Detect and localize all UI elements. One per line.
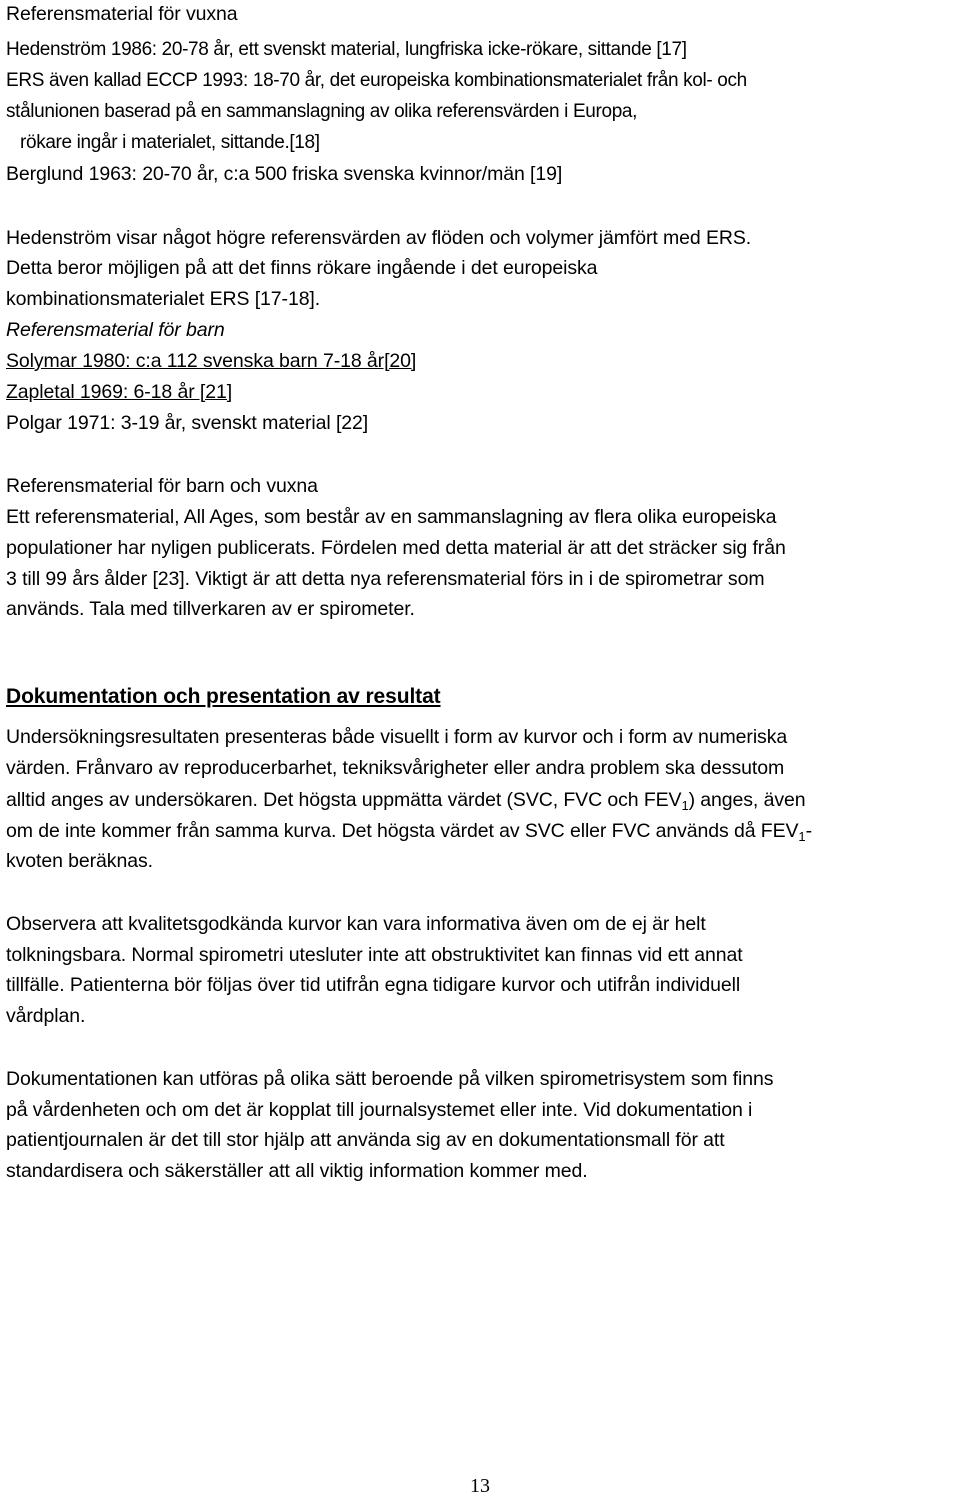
children-heading: Referensmaterial för barn <box>6 319 225 341</box>
all-ages-line-1: Ett referensmaterial, All Ages, som består av en sammanslagning av flera olika europeiska <box>6 506 777 528</box>
comparison-line-1: Hedenström visar något högre referensvärden av flöden och volymer jämfört med ERS. <box>6 227 752 249</box>
documentation-p1-line-1: Undersökningsresultaten presenteras både visuellt i form av kurvor och i form av numeriska <box>6 726 788 748</box>
fev-subscript: 1 <box>798 829 806 844</box>
all-ages-line-3: 3 till 99 års ålder [23]. Viktigt är att detta nya referensmaterial förs in i de spirometrar som <box>6 568 765 590</box>
fev-subscript: 1 <box>681 798 689 813</box>
page-number: 13 <box>470 1475 490 1497</box>
reference-item-ers-continued-2: rökare ingår i materialet, sittande.[18] <box>20 132 320 153</box>
p1-line4-end: - <box>805 820 812 842</box>
reference-item-ers: ERS även kallad ECCP 1993: 18-70 år, det europeiska kombinationsmaterialet från kol- och <box>6 70 747 91</box>
documentation-p1-line-2: värden. Frånvaro av reproducerbarhet, tekniksvårigheter eller andra problem ska dessutom <box>6 757 785 779</box>
section-heading: Dokumentation och presentation av resultat <box>6 685 441 708</box>
documentation-p3-line-1: Dokumentationen kan utföras på olika sätt beroende på vilken spirometrisystem som finns <box>6 1068 774 1090</box>
comparison-line-3: kombinationsmaterialet ERS [17-18]. <box>6 288 321 310</box>
reference-item-solymar: Solymar 1980: c:a 112 svenska barn 7-18 år[20] <box>6 350 417 372</box>
all-ages-line-2: populationer har nyligen publicerats. Fördelen med detta material är att det sträcker sig från <box>6 537 786 559</box>
p1-line4-text: om de inte kommer från samma kurva. Det högsta värdet av SVC eller FVC används då FEV <box>6 820 799 842</box>
reference-item-zapletal: Zapletal 1969: 6-18 år [21] <box>6 381 233 403</box>
documentation-p1-line-5: kvoten beräknas. <box>6 850 153 872</box>
reference-item-ers-continued: stålunionen baserad på en sammanslagning av olika referensvärden i Europa, <box>6 101 638 122</box>
p1-line3-text: alltid anges av undersökaren. Det högsta uppmätta värdet (SVC, FVC och FEV <box>6 789 682 811</box>
documentation-p2-line-4: vårdplan. <box>6 1005 86 1027</box>
reference-item-hedenstrom: Hedenström 1986: 20-78 år, ett svenskt material, lungfriska icke-rökare, sittande [17] <box>6 39 687 60</box>
all-ages-heading: Referensmaterial för barn och vuxna <box>6 475 318 497</box>
documentation-p3-line-2: på vårdenheten och om det är kopplat till journalsystemet eller inte. Vid dokumentation i <box>6 1099 753 1121</box>
comparison-line-2: Detta beror möjligen på att det finns rökare ingående i det europeiska <box>6 257 598 279</box>
reference-item-polgar: Polgar 1971: 3-19 år, svenskt material [22] <box>6 412 369 434</box>
documentation-p3-line-4: standardisera och säkerställer att all viktig information kommer med. <box>6 1160 588 1182</box>
documentation-p2-line-1: Observera att kvalitetsgodkända kurvor kan vara informativa även om de ej är helt <box>6 913 706 935</box>
documentation-p2-line-3: tillfälle. Patienterna bör följas över tid utifrån egna tidigare kurvor och utifrån individuell <box>6 974 741 996</box>
documentation-p1-line-4 <box>6 819 812 843</box>
all-ages-line-4: används. Tala med tillverkaren av er spirometer. <box>6 598 415 620</box>
p1-line3-end: ) anges, även <box>688 789 806 811</box>
reference-item-berglund: Berglund 1963: 20-70 år, c:a 500 friska svenska kvinnor/män [19] <box>6 163 563 185</box>
adults-heading: Referensmaterial för vuxna <box>6 3 238 25</box>
documentation-p3-line-3: patientjournalen är det till stor hjälp att använda sig av en dokumentationsmall för att <box>6 1129 725 1151</box>
documentation-p1-line-3 <box>6 788 805 812</box>
documentation-p2-line-2: tolkningsbara. Normal spirometri utesluter inte att obstruktivitet kan finnas vid ett annat <box>6 944 743 966</box>
